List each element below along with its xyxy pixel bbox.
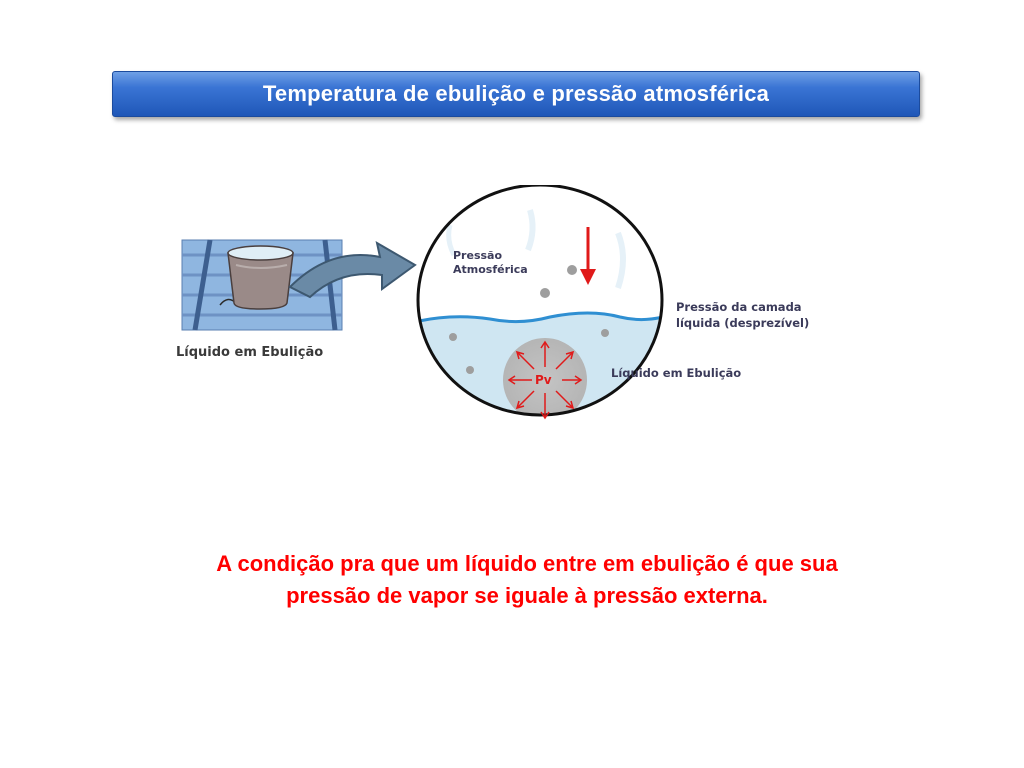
left-boiling-label: Líquido em Ebulição [176,345,324,360]
magnified-view [410,185,670,425]
boiling-liquid-label: Líquido em Ebulição [611,366,742,380]
caption-text [92,548,962,612]
caption-line1: A condição pra que um líquido entre em ebulição é que sua [216,551,838,576]
liquid-layer-label-line2: líquida (desprezível) [676,316,810,330]
atmospheric-pressure-label-line1: Pressão [453,249,503,262]
atmospheric-pressure-label-line2: Atmosférica [453,263,528,276]
liquid-layer-label-line1: Pressão da camada [676,300,802,314]
title-banner [112,71,920,117]
slide-title: Temperatura de ebulição e pressão atmosférica [262,81,770,106]
liquid-layer-pressure-label [676,299,809,331]
boiling-diagram [150,185,840,445]
atmospheric-pressure-label [453,249,528,277]
caption-line2: pressão de vapor se iguale à pressão externa. [286,583,768,608]
vapor-pressure-label: Pv [535,373,552,387]
